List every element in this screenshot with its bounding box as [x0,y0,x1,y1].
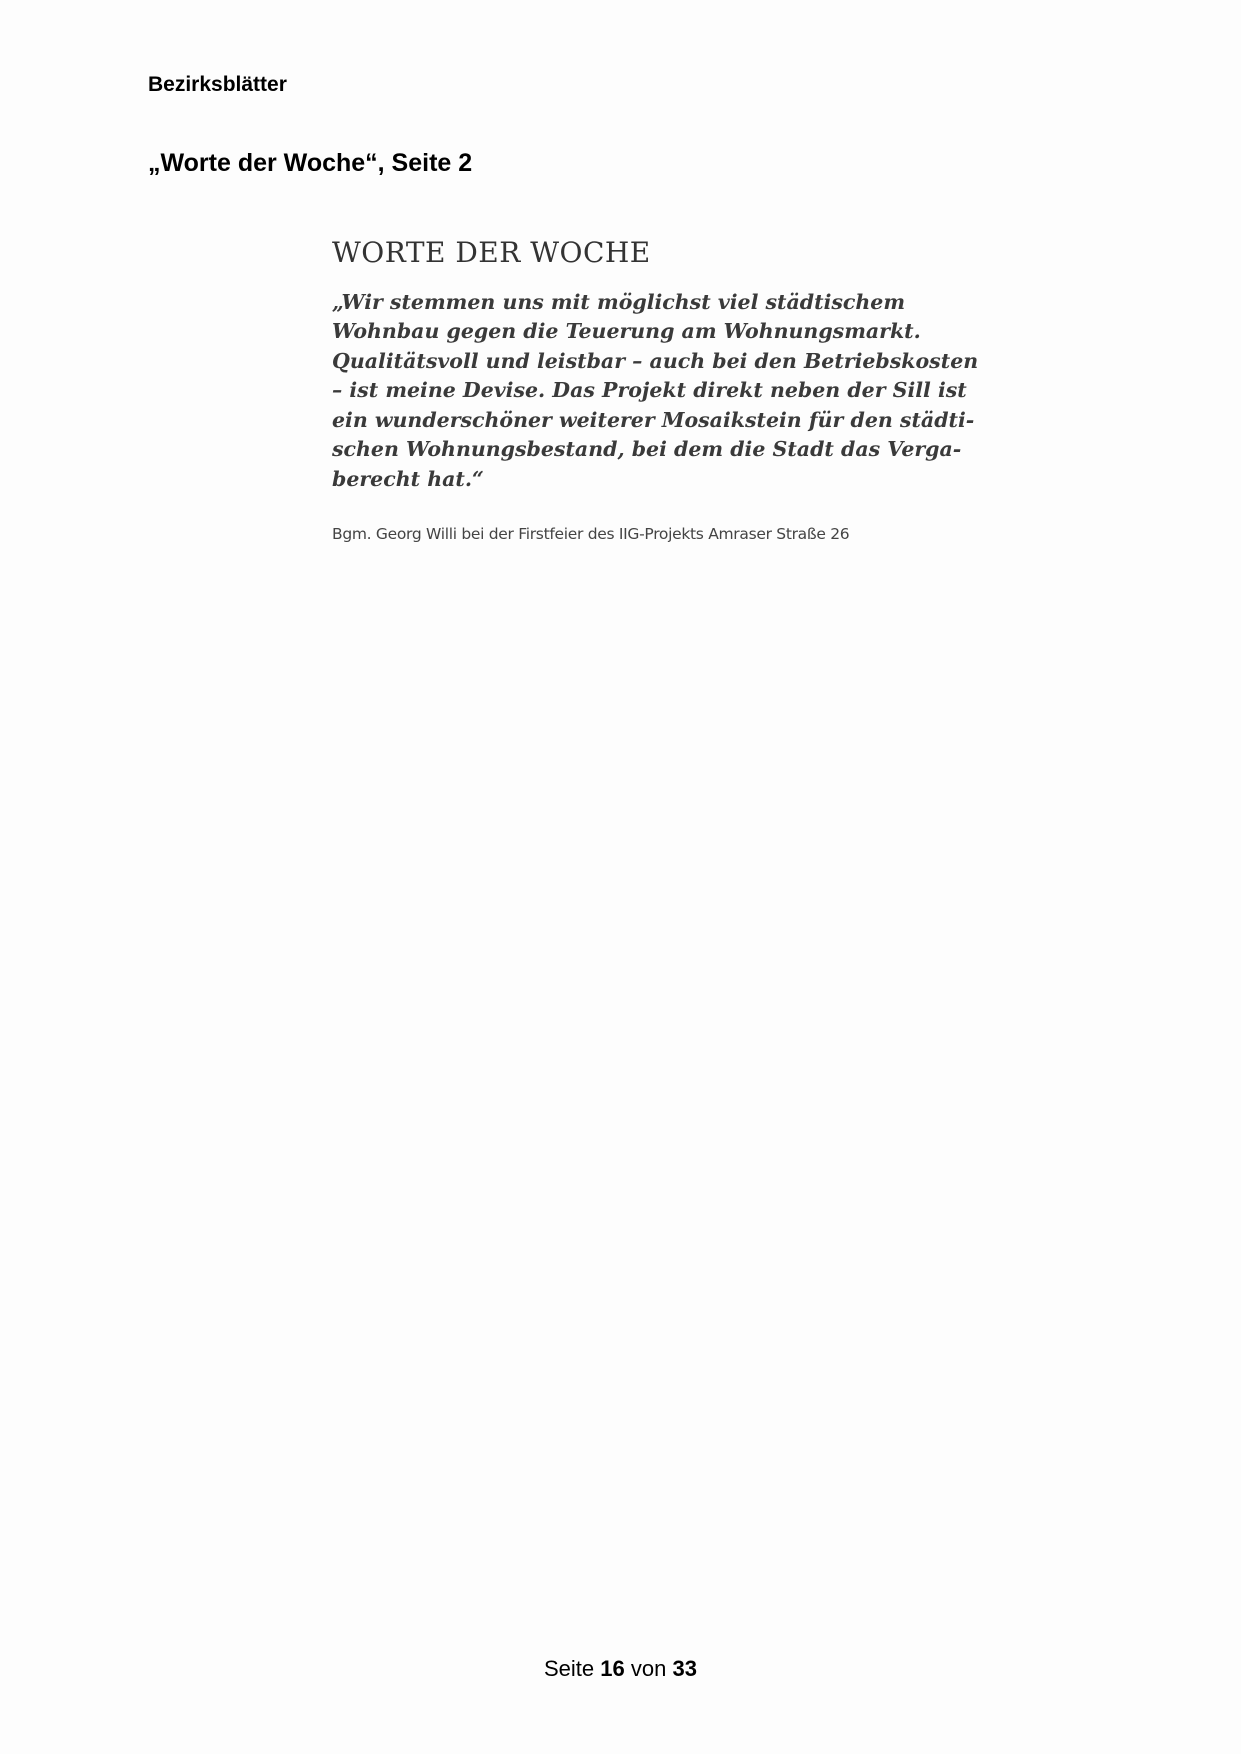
current-page-number: 16 [600,1656,625,1681]
total-pages-number: 33 [672,1656,697,1681]
quote-line: berecht hat.“ [332,466,484,491]
clipping-heading: WORTE DER WOCHE [332,236,651,269]
quote-line: ein wunderschöner weiterer Mosaikstein für den städti- [332,407,975,432]
footer-middle: von [630,1656,667,1681]
page-number-footer [0,1656,1241,1682]
clipping-caption: Bgm. Georg Willi bei der Firstfeier des IIG-Projekts Amraser Straße 26 [332,525,850,544]
newspaper-clipping [332,236,979,544]
quote-line: „Wir stemmen uns mit möglichst viel städtischem [332,289,906,314]
quote-line: schen Wohnungsbestand, bei dem die Stadt das Verga- [332,437,962,462]
section-title: „Worte der Woche“, Seite 2 [148,149,473,177]
footer-prefix: Seite [544,1656,595,1681]
quote-line: – ist meine Devise. Das Projekt direkt neben der Sill ist [332,378,967,403]
quote-line: Qualitätsvoll und leistbar – auch bei den Betriebskosten [332,348,979,373]
document-header: Bezirksblätter [148,73,287,96]
quote-line: Wohnbau gegen die Teuerung am Wohnungsmarkt. [332,319,921,344]
clipping-quote [332,288,979,495]
